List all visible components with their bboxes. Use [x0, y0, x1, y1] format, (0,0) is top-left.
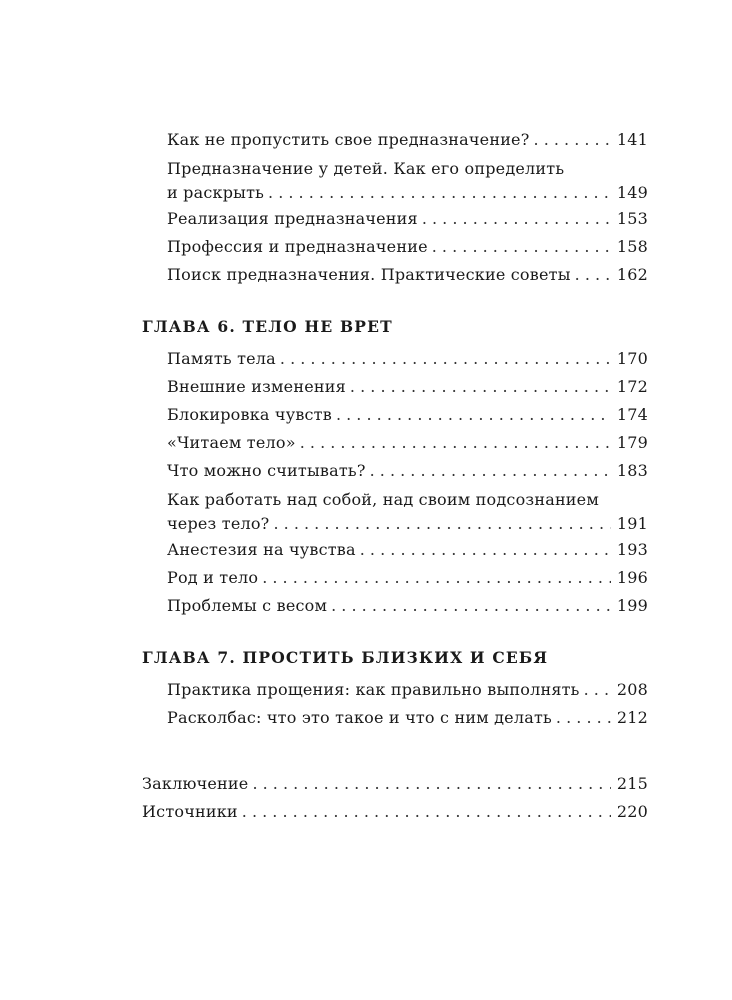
- back-matter-entries: [142, 770, 648, 826]
- toc-entry-page: 212: [616, 708, 648, 727]
- table-of-contents: [142, 126, 648, 826]
- toc-entry-page: 196: [616, 568, 648, 587]
- toc-entry-page: 158: [616, 237, 648, 256]
- toc-entry-page: 193: [616, 540, 648, 559]
- dot-leader: [575, 261, 611, 289]
- dot-leader: [534, 126, 611, 154]
- toc-entry: [142, 485, 648, 536]
- toc-entry-title: Источники: [142, 802, 238, 821]
- toc-entry-title: «Читаем тело»: [167, 433, 296, 452]
- toc-entry: [142, 401, 648, 429]
- toc-entry-page: 208: [616, 680, 648, 699]
- toc-entry-title: Что можно считывать?: [167, 461, 366, 480]
- toc-entry-title: Проблемы с весом: [167, 596, 328, 615]
- toc-entry: [142, 429, 648, 457]
- toc-entry-page: 220: [616, 802, 648, 821]
- toc-entry: [142, 261, 648, 289]
- toc-entry: [142, 564, 648, 592]
- chapter-7-entries: [142, 676, 648, 732]
- toc-entry-title: Анестезия на чувства: [167, 540, 356, 559]
- toc-entry-title-line2: и раскрыть: [167, 183, 265, 202]
- toc-entry-page: 153: [616, 209, 648, 228]
- toc-entry-page: 191: [616, 514, 648, 533]
- toc-entry-title: Практика прощения: как правильно выполнять: [167, 680, 580, 699]
- toc-entry: [142, 233, 648, 261]
- toc-entry-page: 162: [616, 265, 648, 284]
- dot-leader: [280, 345, 611, 373]
- dot-leader: [360, 536, 611, 564]
- toc-entry-title: Заключение: [142, 774, 249, 793]
- chapter-6-heading: ГЛАВА 6. ТЕЛО НЕ ВРЕТ: [142, 317, 393, 336]
- toc-entry: [142, 373, 648, 401]
- toc-entry-page: 215: [616, 774, 648, 793]
- toc-entry-page: 170: [616, 349, 648, 368]
- toc-entry-title: Род и тело: [167, 568, 259, 587]
- toc-entry-title-line1: Как работать над собой, над своим подсознанием: [167, 490, 599, 509]
- toc-entry: [142, 126, 648, 154]
- toc-entry: [142, 205, 648, 233]
- dot-leader: [556, 704, 611, 732]
- dot-leader: [242, 798, 611, 826]
- dot-leader: [268, 181, 611, 205]
- toc-entry-page: 183: [616, 461, 648, 480]
- toc-entry-page: 149: [616, 183, 648, 202]
- dot-leader: [422, 205, 611, 233]
- toc-entry-title: Расколбас: что это такое и что с ним делать: [167, 708, 552, 727]
- chapter-6-entries: [142, 345, 648, 620]
- toc-entry-title: Поиск предназначения. Практические советы: [167, 265, 571, 284]
- toc-entry-title-line2: через тело?: [167, 514, 270, 533]
- section-5-entries: [142, 126, 648, 289]
- toc-entry-page: 174: [616, 405, 648, 424]
- toc-entry: [142, 592, 648, 620]
- toc-entry-page: 179: [616, 433, 648, 452]
- toc-entry-conclusion: [142, 770, 648, 798]
- toc-entry: [142, 345, 648, 373]
- toc-entry-sources: [142, 798, 648, 826]
- dot-leader: [350, 373, 611, 401]
- toc-entry: [142, 676, 648, 704]
- toc-entry-title: Профессия и предназначение: [167, 237, 428, 256]
- toc-entry-title: Реализация предназначения: [167, 209, 418, 228]
- toc-entry-page: 141: [616, 130, 648, 149]
- toc-entry-page: 172: [616, 377, 648, 396]
- dot-leader: [262, 564, 611, 592]
- toc-entry-title: Блокировка чувств: [167, 405, 332, 424]
- toc-entry-title-line1: Предназначение у детей. Как его определить: [167, 159, 565, 178]
- dot-leader: [584, 676, 611, 704]
- toc-entry: [142, 154, 648, 205]
- dot-leader: [273, 512, 610, 536]
- dot-leader: [252, 770, 610, 798]
- toc-entry-page: 199: [616, 596, 648, 615]
- dot-leader: [432, 233, 611, 261]
- dot-leader: [331, 592, 611, 620]
- toc-entry-title: Память тела: [167, 349, 276, 368]
- dot-leader: [370, 457, 611, 485]
- chapter-7-heading: ГЛАВА 7. ПРОСТИТЬ БЛИЗКИХ И СЕБЯ: [142, 648, 549, 667]
- toc-entry: [142, 536, 648, 564]
- dot-leader: [300, 429, 611, 457]
- toc-entry: [142, 704, 648, 732]
- toc-entry-title: Внешние изменения: [167, 377, 346, 396]
- toc-entry-title: Как не пропустить свое предназначение?: [167, 130, 530, 149]
- toc-entry: [142, 457, 648, 485]
- dot-leader: [336, 401, 611, 429]
